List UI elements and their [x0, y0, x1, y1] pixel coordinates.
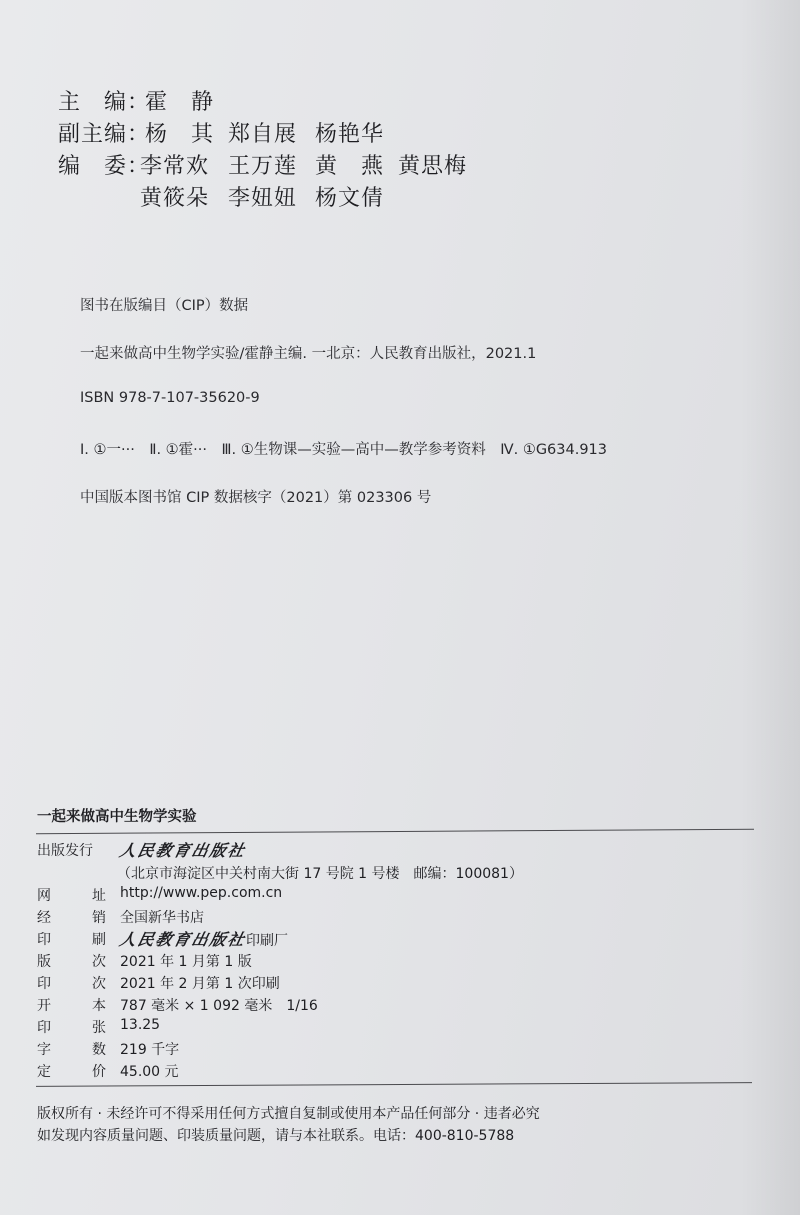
publisher-address: （北京市海淀区中关村南大街 17 号院 1 号楼 邮编：100081）: [117, 866, 523, 882]
publisher-logo: [117, 838, 248, 861]
printing-value: 2021 年 2 月第 1 次印刷: [120, 976, 280, 992]
deputy-editor-name: 杨艳华: [315, 122, 385, 147]
deputy-editor-label: 副主编：: [58, 122, 151, 147]
committee-member: 黄思梅: [398, 154, 468, 179]
committee-label: 编 委：: [58, 154, 151, 179]
colophon-top-rule: [36, 829, 754, 834]
colophon-book-title: 一起来做高中生物学实验: [37, 809, 197, 825]
committee-member: 杨文倩: [315, 186, 385, 211]
deputy-editor-name: 郑自展: [228, 122, 298, 147]
committee-member: 李常欢: [140, 154, 210, 179]
committee-member: 王万莲: [228, 154, 298, 179]
printer-value: [117, 927, 289, 950]
book-page: 主 编： 霍 静 副主编： 杨 其 郑自展 杨艳华 编 委： 李常欢 王万莲 黄 燕 黄思梅 黄筱朵 李妞妞 杨文倩 图书在版编目（CIP）数据 一起来做高中生物学实验/霍静主编. 一北京：人民教育出版社，2021.1 ISBN 978-7-107-35620-9 Ⅰ. ①一··· Ⅱ. ①霍··· Ⅲ. ①生物课—实验—高中—教学参考资料 Ⅳ. ①G634.913 中国版本图书馆 CIP 数据核字（2021）第 023306 号 一起来做高中生物学实验 出版发行 人民教育出版社 （北京市海淀区中关村南大街 17 号院 1 号楼 邮编：100081） 网 址 http://www.pep.com.cn 经 销 全国新华书店 印 刷 人民教育出版社印刷厂 版 次 2021 年 1 月第 1 版 印 次 2021 年 2 月第 1 次印刷 开 本 787 毫米 × 1 092 毫米 1/16 印 张 13.25 字 数 219 千字 定 价 45.00 元 版权所有 · 未经许可不得采用任何方式擅自复制或使用本产品任何部分 · 违者必究 如发现内容质量问题、印装质量问题，请与本社联系。电话：400-810-5788: [0, 0, 800, 1215]
printer-suffix: 印刷厂: [246, 933, 289, 949]
cip-title-line: 一起来做高中生物学实验/霍静主编. 一北京：人民教育出版社，2021.1: [80, 346, 537, 362]
page-edge-shadow: [740, 0, 800, 1215]
cip-classification: Ⅰ. ①一··· Ⅱ. ①霍··· Ⅲ. ①生物课—实验—高中—教学参考资料 Ⅳ. ①G634.913: [80, 442, 608, 458]
cip-record-number: 中国版本图书馆 CIP 数据核字（2021）第 023306 号: [80, 490, 432, 506]
publisher-logo-text: 人民教育出版社: [117, 841, 248, 860]
committee-member: 李妞妞: [228, 186, 298, 211]
printer-logo-text: 人民教育出版社: [117, 930, 248, 949]
cip-heading: 图书在版编目（CIP）数据: [80, 298, 249, 314]
publisher-label: 出版发行: [37, 843, 93, 859]
website-value[interactable]: http://www.pep.com.cn: [120, 885, 283, 901]
colophon-bottom-rule: [36, 1082, 752, 1087]
cip-isbn: ISBN 978-7-107-35620-9: [80, 390, 260, 406]
edition-value: 2021 年 1 月第 1 版: [120, 954, 252, 970]
distributor-value: 全国新华书店: [120, 910, 204, 926]
committee-member: 黄筱朵: [140, 186, 210, 211]
deputy-editor-name: 杨 其: [145, 122, 215, 147]
quality-contact-notice: 如发现内容质量问题、印装质量问题，请与本社联系。电话：400-810-5788: [37, 1128, 515, 1144]
committee-member: 黄 燕: [315, 154, 385, 179]
copyright-notice: 版权所有 · 未经许可不得采用任何方式擅自复制或使用本产品任何部分 · 违者必究: [37, 1106, 540, 1122]
format-value: 787 毫米 × 1 092 毫米 1/16: [120, 998, 318, 1014]
chief-editor-name: 霍 静: [145, 90, 215, 115]
word-count-value: 219 千字: [120, 1042, 180, 1058]
price-value: 45.00 元: [120, 1064, 179, 1080]
sheets-value: 13.25: [120, 1017, 161, 1033]
chief-editor-label: 主 编：: [58, 90, 151, 115]
